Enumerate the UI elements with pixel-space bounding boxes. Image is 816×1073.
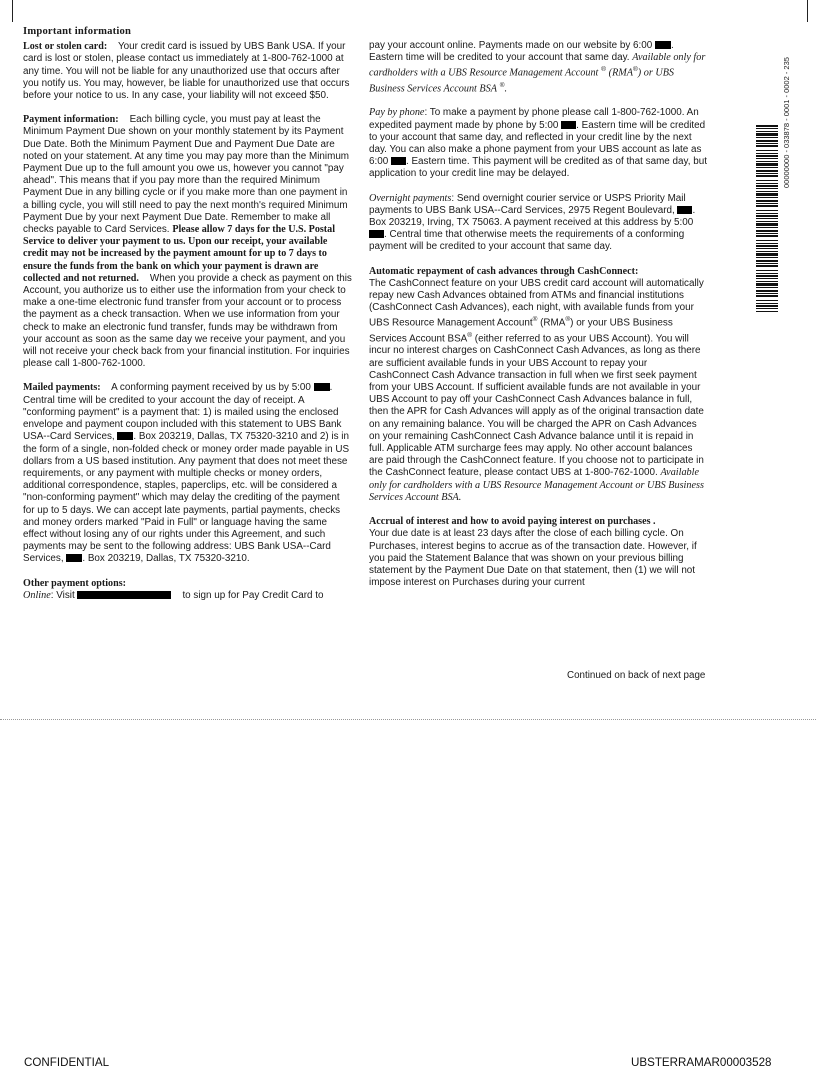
barcode-bar — [756, 243, 778, 244]
crop-mark-left — [12, 0, 13, 22]
overnight-text-3: . Central time that otherwise meets the requirements of a conforming payment will be credited to your account that same day. — [369, 229, 685, 253]
barcode-bar — [756, 133, 778, 136]
redaction-box — [117, 432, 133, 440]
overnight-section — [369, 193, 707, 254]
barcode-bar — [756, 257, 778, 258]
redaction-box — [314, 383, 330, 391]
crop-mark-right — [807, 0, 808, 22]
online-cont-text-2: . Eastern time will be credited to your account that same day. — [369, 40, 674, 64]
lost-card-section — [23, 41, 353, 102]
barcode-bar — [756, 263, 778, 264]
lost-card-heading: Lost or stolen card: — [23, 41, 108, 53]
barcode-bar — [756, 223, 778, 226]
online-text-1: : Visit — [50, 589, 75, 601]
barcode-bar — [756, 185, 778, 187]
overnight-text-1: : Send overnight courier service or USPS Priority Mail payments to UBS Bank USA--Card Services, 2975 Regent Boulevard, — [369, 192, 686, 216]
mailed-text-1: A conforming payment received by us by 5:00 — [111, 382, 311, 394]
mailed-text-4: . Box 203219, Dallas, TX 75320-3210. — [82, 553, 250, 565]
phone-text-2: . Eastern time will be credited to your account that same day, and reflected in your credit line by the next day. You can also make a phone payment from your UBS account as late as 6:00 — [369, 119, 706, 168]
mailed-text-3: . Box 203219, Dallas, TX 75320-3210 and 2) is in the form of a single, non-folded check or money order made payable in US dollars from a US based institution. Any payment that does not meet these requirements, or any payment with multiple checks or money orders, additional correspondence, staples, paperclips, etc. will be considered a "non-conforming payment" which may delay the crediting of the payment for up to 5 days. We can accept late payments, partial payments, checks and money orders marked "Paid in Full" or language having the same effect without losing any of our rights under this Agreement, and such payments may be sent to the following address: UBS Bank USA--Card Services, — [23, 431, 350, 565]
barcode-bar — [756, 300, 778, 301]
barcode-bar — [756, 303, 778, 304]
barcode-bar — [756, 153, 778, 154]
accrual-heading: Accrual of interest and how to avoid paying interest on purchases . — [369, 516, 656, 528]
pay-by-phone-section — [369, 107, 707, 180]
barcode-bar — [756, 191, 778, 192]
barcode-bar — [756, 193, 778, 196]
payment-info-text: Each billing cycle, you must pay at least the Minimum Payment Due shown on your monthly statement by its Payment Due Date. Both the Minimum Payment Due and Payment Due Date are noted on your statement. At any time you may pay more than the Minimum Payment Due up to the full amount you owe us, however you cannot "pay ahead". This means that if you pay more than the required Minimum Payment Due in any billing cycle or if you make more than one payment in a billing cycle, you will still need to pay the next month's required Minimum Payment Due by your next Payment Due Date. Remember to make all checks payable to Card Services. — [23, 114, 350, 236]
other-options-heading: Other payment options: — [23, 577, 126, 589]
barcode-bars — [756, 125, 778, 315]
barcode-bar — [756, 137, 778, 138]
mailed-payments-heading: Mailed payments: — [23, 382, 101, 394]
barcode-bar — [756, 283, 778, 286]
lost-card-text: Your credit card is issued by UBS Bank USA. If your card is lost or stolen, please contact us immediately at 1-800-762-1000 at any time. You will not be liable for any unauthorized use that occurs after you notify us. You may, however, be liable for unauthorized use that occurs before your notice to us. In any case, your liability will not exceed $50. — [23, 41, 350, 102]
barcode-bar — [756, 248, 778, 249]
cashconnect-text-1: The CashConnect feature on your UBS credit card account will automatically repay new Cash Advances obtained from ATMs and financial institutions (CashConnect Cash Advances), each night, with available funds from your UBS Resource Management Account — [369, 277, 704, 329]
redaction-box — [391, 157, 406, 165]
pay-by-phone-label: Pay by phone — [369, 107, 425, 119]
barcode-bar — [756, 200, 778, 202]
barcode-bar — [756, 158, 778, 159]
registered-mark: ® — [532, 316, 538, 324]
payment-info-bold: Please allow 7 days for the U.S. Postal Service to deliver your payment to us. Upon our receipt, your available credit may not be increased by the payment amount for up to 7 days to ensure the funds from the bank on which your payment is drawn are collected and not returned. — [23, 224, 336, 284]
barcode-bar — [756, 180, 778, 181]
barcode-bar — [756, 145, 778, 147]
cashconnect-heading: Automatic repayment of cash advances through CashConnect: — [369, 265, 639, 277]
barcode-bar — [756, 227, 778, 228]
cashconnect-section — [369, 266, 707, 504]
accrual-section — [369, 516, 707, 589]
footer-bates-number: UBSTERRAMAR00003528 — [631, 1056, 772, 1069]
online-label: Online — [23, 589, 51, 601]
page-title: Important information — [23, 26, 132, 37]
barcode-bar — [756, 308, 778, 309]
redaction-box — [655, 41, 671, 49]
barcode-bar — [756, 240, 778, 241]
continued-note: Continued on back of next page — [567, 670, 706, 681]
redaction-box — [66, 554, 82, 562]
other-options-section — [23, 578, 353, 602]
barcode-bar — [756, 213, 778, 214]
redaction-box — [369, 230, 384, 238]
barcode-bar — [756, 253, 778, 256]
left-column — [23, 26, 353, 602]
barcode-bar — [756, 278, 778, 279]
barcode-bar — [756, 235, 778, 237]
registered-mark: ® — [467, 331, 473, 339]
barcode-bar — [756, 290, 778, 292]
barcode-bar — [756, 218, 778, 219]
barcode-bar — [756, 197, 778, 198]
cashconnect-text-3: ) or your UBS Business Services Account BSA — [369, 317, 673, 345]
barcode-bar — [756, 287, 778, 288]
cashconnect-text-4: (either referred to as your UBS Account). You will incur no interest charges on CashConnect Cash Advances, as long as there are sufficient available funds in your UBS Account to repay your CashConnect Cash Advance transaction in full when we first seek payment from your UBS Account. If sufficient available funds are not available in your UBS Account to pay off your CashConnect Cash Advances balance in full, then the APR for Cash Advances will apply as of the original transaction date on any remaining balance. You will be charged the APR on Cash Advances on your remaining CashConnect Cash Advance balance until it is repaid in full. Applicable ATM surcharge fees may apply. No other account balances are paid through the CashConnect feature. If you choose not to participate in the CashConnect feature, please contact UBS at 1-800-762-1000. — [369, 333, 704, 479]
barcode-bar — [756, 311, 778, 312]
barcode-bar — [756, 150, 778, 151]
payment-info-heading: Payment information: — [23, 114, 119, 126]
barcode-bar — [756, 215, 778, 217]
barcode-bar — [756, 203, 778, 204]
barcode-bar — [756, 293, 778, 294]
barcode-text: 00000000 - 033878 - 0001 - 0002 - 235 — [782, 57, 791, 188]
barcode-bar — [756, 260, 778, 262]
phone-text-1: : To make a payment by phone please call 1-800-762-1000. An expedited payment made by phone by 5:00 — [369, 107, 699, 131]
cashconnect-text-2: (RMA — [540, 317, 566, 329]
online-cont-italic-2b: ) or UBS Business Services Account BSA — [369, 67, 675, 95]
barcode-bar — [756, 163, 778, 166]
online-cont-italic: Available only for cardholders with a UBS Resource Management Account — [369, 52, 706, 79]
barcode-bar — [756, 251, 778, 252]
online-cont-italic-2a: (RMA — [608, 67, 633, 79]
payment-info-text2: When you provide a check as payment on this Account, you authorize us to either use the information from your check to make a one-time electronic fund transfer from your account or to process the payment as a check transaction. When we use information from your check to make an electronic fund transfer, funds may be withdrawn from your account as soon as the same day we receive your payment, and you will not receive your check back from your financial institution. For inquiries please call 1-800-762-1000. — [23, 272, 352, 370]
barcode-bar — [756, 205, 778, 207]
barcode-bar — [756, 188, 778, 189]
online-cont-italic-2c: . — [504, 83, 508, 95]
redaction-box — [561, 121, 576, 129]
mailed-text-2: . Central time will be credited to your account the day of receipt. A "conforming payment" is a payment that: 1) is mailed using the enclosed envelope and payment coupon included with this statement to UBS Bank USA--Card Services, — [23, 382, 342, 443]
mailed-payments-section — [23, 382, 353, 565]
right-column — [369, 40, 707, 589]
barcode-bar — [756, 161, 778, 162]
barcode-bar — [756, 230, 778, 232]
barcode-bar — [756, 265, 778, 267]
barcode-bar — [756, 131, 778, 132]
online-text-2: to sign up for Pay Credit Card to — [182, 589, 324, 601]
cashconnect-italic: Available only for cardholders with a UBS Resource Management Account or UBS Business Services Account BSA. — [369, 467, 704, 503]
barcode-bar — [756, 305, 778, 307]
barcode-bar — [756, 170, 778, 172]
barcode-bar — [756, 143, 778, 144]
barcode-bar — [756, 210, 778, 211]
barcode-bar — [756, 273, 778, 274]
payment-info-section — [23, 114, 353, 370]
barcode-bar — [756, 167, 778, 168]
redaction-box — [77, 591, 171, 599]
barcode-bar — [756, 173, 778, 174]
barcode-bar — [756, 270, 778, 271]
online-cont-section — [369, 40, 707, 95]
phone-text-3: . Eastern time. This payment will be credited as of that same day, but application to your credit line may be delayed. — [369, 156, 707, 180]
barcode-bar — [756, 233, 778, 234]
barcode-bar — [756, 183, 778, 184]
barcode-bar — [756, 128, 778, 129]
redaction-box — [677, 206, 692, 214]
registered-mark: ® — [601, 66, 606, 74]
page-divider — [0, 719, 816, 720]
footer-confidential: CONFIDENTIAL — [24, 1056, 110, 1069]
barcode-bar — [756, 221, 778, 222]
registered-mark: ® — [499, 81, 505, 89]
barcode-bar — [756, 275, 778, 277]
accrual-text: Your due date is at least 23 days after the close of each billing cycle. On Purchases, interest begins to accrue as of the transaction date. However, if you paid the Statement Balance that was shown on your previous billing statement by the Payment Due Date on that statement, then (1) we will not impose interest on Purchases during your current — [369, 528, 697, 589]
barcode-bar — [756, 295, 778, 297]
online-cont-text-1: pay your account online. Payments made on our website by 6:00 — [369, 40, 653, 51]
overnight-text-2: . Box 203219, Irving, TX 75063. A payment received at this address by 5:00 — [369, 204, 696, 229]
barcode-bar — [756, 175, 778, 177]
overnight-label: Overnight payments — [369, 192, 452, 204]
barcode-bar — [756, 125, 778, 127]
barcode-bar — [756, 245, 778, 247]
registered-mark: ® — [565, 316, 571, 324]
registered-mark: ® — [633, 66, 638, 74]
barcode-bar — [756, 281, 778, 282]
barcode-bar — [756, 155, 778, 157]
barcode-bar — [756, 140, 778, 142]
